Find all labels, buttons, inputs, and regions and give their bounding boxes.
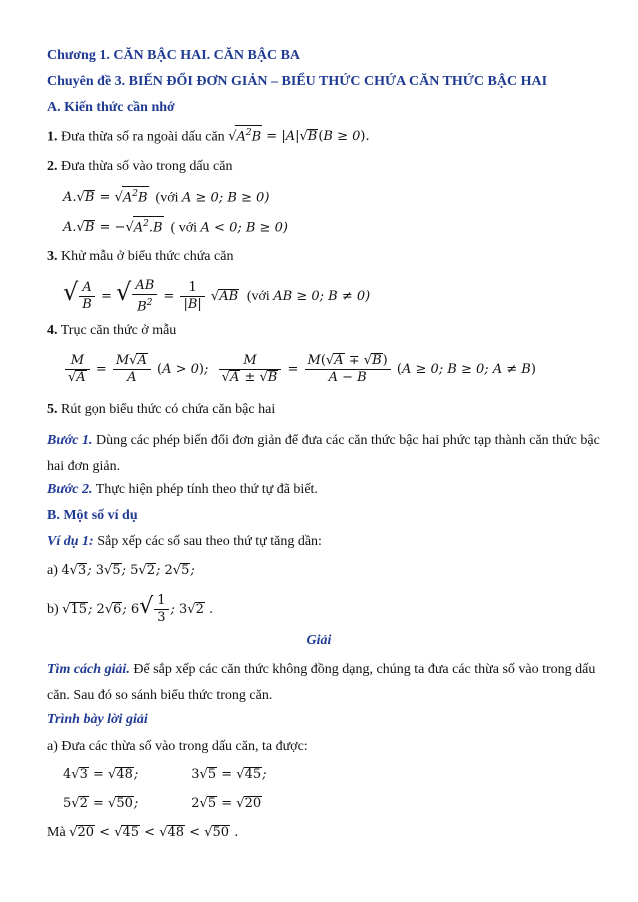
item-5: 5. Rút gọn biểu thức có chứa căn bậc hai: [47, 402, 276, 417]
example-1-part-b: b) √15; 2√6; 6√ $\frac{1}{3}$ ; 3√2 .: [47, 593, 214, 625]
answer-row-1: 4√3 = √48; 3√5 = √45;: [63, 767, 267, 782]
answer-row-2: 5√2 = √50; 2√5 = √20: [63, 796, 262, 811]
item-3: 3. Khử mẫu ở biểu thức chứa căn: [47, 249, 234, 264]
conclusion: Mà √20 < √45 < √48 < √50 .: [47, 825, 239, 840]
formula-2b: $A.√B = -√A^2.B$ ( với A < 0; B ≥ 0): [63, 216, 618, 237]
section-a-title: A. Kiến thức cần nhớ: [47, 100, 175, 115]
formula-4: $\frac{M}{√A}$ = $\frac{M√A}{A}$ (A > 0); $\frac{M}{√A \pm √B}$ = $\frac{M(√A \mp √B)}{A - B}$ (A ≥ 0; B ≥ 0; A ≠ B): [63, 350, 618, 390]
item-4: 4. Trục căn thức ở mẫu: [47, 323, 177, 338]
formula-1: $√A^2B = |A|√B(B \ge 0)$.: [228, 129, 369, 144]
item-1: 1. Đưa thừa số ra ngoài dấu căn $√A^2B = |A|√B(B \ge 0)$.: [47, 125, 618, 146]
step-1: Bước 1. Dùng các phép biến đổi đơn giản để đưa các căn thức bậc hai phức tạp thành căn thức bậc hai đơn giản.: [47, 433, 600, 474]
formula-3: √ $\frac{A}{B}$ = √ $\frac{AB}{B^2}$ = $\frac{1}{|B|}$ √AB (với AB ≥ 0; B ≠ 0): [63, 277, 371, 315]
solution-title: Giải: [306, 633, 332, 648]
example-1-part-a: a) 4√3; 3√5; 5√2; 2√5;: [47, 563, 195, 578]
step-2: Bước 2. Thực hiện phép tính theo thứ tự đã biết.: [47, 482, 318, 497]
approach: Tìm cách giải. Để sắp xếp các căn thức không đồng dạng, chúng ta đưa các thừa số vào trong dấu căn. Sau đó so sánh biểu thức trong căn.: [47, 662, 596, 703]
topic-title: Chuyên đề 3. BIẾN ĐỔI ĐƠN GIẢN – BIỂU THỨC CHỨA CĂN THỨC BẬC HAI: [47, 74, 548, 89]
answer-a-intro: a) Đưa các thừa số vào trong dấu căn, ta được:: [47, 739, 308, 754]
section-b-title: B. Một số ví dụ: [47, 508, 138, 523]
formula-2a: $A.√B = √A^2B$ (với A ≥ 0; B ≥ 0): [63, 186, 618, 207]
chapter-title: Chương 1. CĂN BẬC HAI. CĂN BẬC BA: [47, 48, 301, 63]
example-1: Ví dụ 1: Sắp xếp các số sau theo thứ tự tăng dần:: [47, 534, 322, 549]
presentation-title: Trình bày lời giải: [47, 712, 148, 727]
item-2: 2. Đưa thừa số vào trong dấu căn: [47, 159, 233, 174]
